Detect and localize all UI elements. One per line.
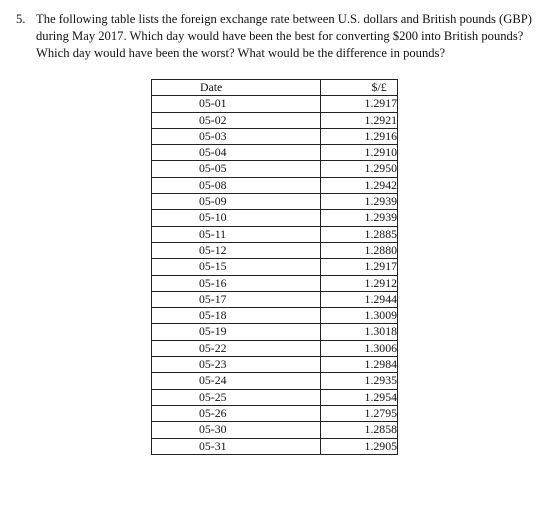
- table-row: [152, 210, 398, 226]
- table-row: [152, 275, 398, 291]
- date-cell: 05-02: [152, 112, 321, 128]
- rate-cell: 1.2921: [320, 112, 397, 128]
- rate-cell: 1.2795: [320, 405, 397, 421]
- rate-cell: 1.2905: [320, 438, 397, 454]
- question-line: Which day would have been the worst? What would be the difference in pounds?: [36, 46, 446, 60]
- date-cell: 05-10: [152, 210, 321, 226]
- table-row: [152, 291, 398, 307]
- date-cell: 05-25: [152, 389, 321, 405]
- table-row: [152, 177, 398, 193]
- rate-cell: 1.3018: [320, 324, 397, 340]
- table-row: [152, 161, 398, 177]
- date-cell: 05-16: [152, 275, 321, 291]
- date-cell: 05-09: [152, 194, 321, 210]
- table-header-row: [152, 80, 398, 96]
- rate-cell: 1.2954: [320, 389, 397, 405]
- rate-cell: 1.2917: [320, 259, 397, 275]
- table-row: [152, 324, 398, 340]
- table-row: [152, 145, 398, 161]
- question-block: [16, 11, 531, 62]
- table-row: [152, 259, 398, 275]
- rate-cell: 1.3009: [320, 308, 397, 324]
- table-row: [152, 373, 398, 389]
- table-row: [152, 242, 398, 258]
- rate-cell: 1.2944: [320, 291, 397, 307]
- date-cell: 05-15: [152, 259, 321, 275]
- table-row: [152, 422, 398, 438]
- table-row: [152, 357, 398, 373]
- date-cell: 05-26: [152, 405, 321, 421]
- table-row: [152, 96, 398, 112]
- date-cell: 05-22: [152, 340, 321, 356]
- date-cell: 05-24: [152, 373, 321, 389]
- rate-cell: 1.2935: [320, 373, 397, 389]
- date-column-header: Date: [152, 80, 321, 96]
- date-cell: 05-11: [152, 226, 321, 242]
- table-row: [152, 194, 398, 210]
- question-number: 5.: [16, 12, 26, 26]
- table-row: [152, 405, 398, 421]
- rate-cell: 1.2912: [320, 275, 397, 291]
- date-cell: 05-01: [152, 96, 321, 112]
- rate-column-header: $/£: [320, 80, 397, 96]
- date-cell: 05-17: [152, 291, 321, 307]
- rate-cell: 1.3006: [320, 340, 397, 356]
- table-row: [152, 308, 398, 324]
- date-cell: 05-30: [152, 422, 321, 438]
- rate-cell: 1.2916: [320, 128, 397, 144]
- rate-cell: 1.2858: [320, 422, 397, 438]
- date-cell: 05-08: [152, 177, 321, 193]
- rate-cell: 1.2917: [320, 96, 397, 112]
- rate-cell: 1.2910: [320, 145, 397, 161]
- question-line: The following table lists the foreign exchange rate between U.S. dollars and British pounds (GBP): [36, 12, 532, 26]
- table-row: [152, 112, 398, 128]
- date-cell: 05-03: [152, 128, 321, 144]
- rate-cell: 1.2880: [320, 242, 397, 258]
- date-cell: 05-05: [152, 161, 321, 177]
- date-cell: 05-18: [152, 308, 321, 324]
- date-cell: 05-31: [152, 438, 321, 454]
- date-cell: 05-19: [152, 324, 321, 340]
- table-body: [152, 96, 398, 455]
- date-cell: 05-04: [152, 145, 321, 161]
- rate-cell: 1.2984: [320, 357, 397, 373]
- question-line: during May 2017. Which day would have been the best for converting $200 into British pounds?: [36, 29, 524, 43]
- rate-cell: 1.2942: [320, 177, 397, 193]
- rate-cell: 1.2950: [320, 161, 397, 177]
- table-row: [152, 226, 398, 242]
- rate-cell: 1.2885: [320, 226, 397, 242]
- date-cell: 05-23: [152, 357, 321, 373]
- table-row: [152, 128, 398, 144]
- rate-cell: 1.2939: [320, 194, 397, 210]
- exchange-rate-table: [151, 79, 398, 455]
- table-row: [152, 438, 398, 454]
- question-text: [36, 11, 531, 62]
- date-cell: 05-12: [152, 242, 321, 258]
- table-row: [152, 389, 398, 405]
- rate-cell: 1.2939: [320, 210, 397, 226]
- table-row: [152, 340, 398, 356]
